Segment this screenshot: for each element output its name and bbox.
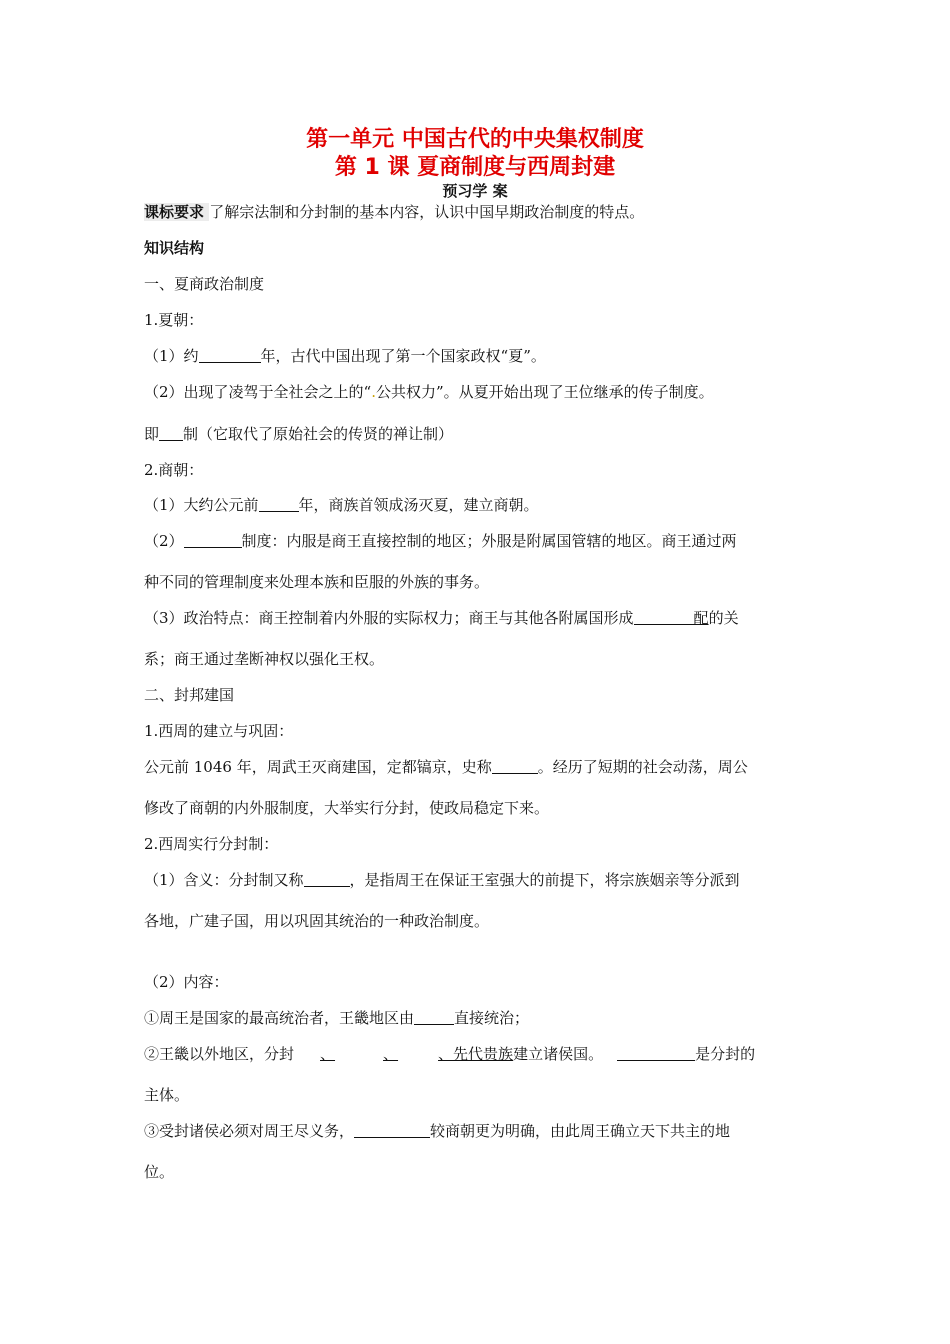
text: 直接统治； [454,1009,530,1027]
shang-line-5: 系；商王通过垄断神权以强化王权。 [144,650,385,668]
content-heading: （2）内容： [144,973,229,991]
text: 制度：内服是商王直接控制的地区；外服是附属国管辖的地区。商王通过两 [241,532,737,550]
content-item-3 [144,1121,814,1141]
text: 、 [320,1045,336,1063]
text: 即 [144,425,160,443]
text: （1）大约公元前 [144,496,259,514]
content-item-2 [144,1044,814,1064]
fengjian-line-2: 各地，广建子国，用以巩固其统治的一种政治制度。 [144,912,490,930]
shang-line-1 [144,495,814,515]
xia-line-1 [144,346,814,366]
shang-line-3: 种不同的管理制度来处理本族和臣服的外族的事务。 [144,573,490,591]
west-heading: 1.西周的建立与巩固： [144,722,294,740]
text: ①周王是国家的最高统治者，王畿地区由 [144,1009,415,1027]
text: ③受封诸侯必须对周王尽义务， [144,1122,355,1140]
shang-heading: 2.商朝： [144,461,204,479]
xia-line-3 [144,424,814,444]
text: 年，商族首领成汤灭夏，建立商朝。 [298,496,539,514]
text: ，是指周王在保证王室强大的前提下，将宗族姻亲等分派到 [349,871,740,889]
worksheet-subtitle: 预习学 案 [442,182,508,200]
fill-blank[interactable] [414,1009,454,1025]
shang-line-2 [144,531,814,551]
fengjian-line-1 [144,870,814,890]
text: （3）政治特点：商王控制着内外服的实际权力；商王与其他各附属国形成 [144,609,634,627]
fengjian-heading: 2.西周实行分封制： [144,835,279,853]
text: 配 [693,609,709,627]
section1-heading: 一、夏商政治制度 [144,275,265,293]
text: 建立诸侯国。 [513,1045,604,1063]
text: （2）出现了凌驾于全社会之上的“ [144,383,372,401]
text: 制（它取代了原始社会的传贤的禅让制） [183,425,454,443]
unit-title: 第一单元 中国古代的中央集权制度 [306,127,644,152]
west-line-1 [144,757,814,777]
fill-blank[interactable] [634,609,694,625]
text: 公共权力”。从夏开始出现了王位继承的传子制度。 [376,383,714,401]
text: （1）约 [144,347,199,365]
text: （2） [144,532,184,550]
fill-blank[interactable] [159,425,183,441]
text: 年，古代中国出现了第一个国家政权“夏”。 [260,347,546,365]
text: 、先代贵族 [438,1045,514,1063]
section2-heading: 二、封邦建国 [144,686,235,704]
text: （1）含义：分封制又称 [144,871,304,889]
requirement-line [144,202,814,222]
west-line-2: 修改了商朝的内外服制度，大举实行分封，使政局稳定下来。 [144,799,550,817]
content-item-1 [144,1008,814,1028]
fill-blank[interactable] [259,496,299,512]
content-item-2-cont: 主体。 [144,1086,190,1104]
text: 、 [383,1045,399,1063]
requirement-label: 课标要求 [144,203,210,221]
text: 。经历了短期的社会动荡，周公 [537,758,748,776]
text: ②王畿以外地区，分封 [144,1045,295,1063]
shang-line-4 [144,608,814,628]
fill-blank[interactable] [354,1122,430,1138]
fill-blank[interactable] [492,758,538,774]
fill-blank[interactable] [184,532,242,548]
text: 较商朝更为明确，由此周王确立天下共主的地 [430,1122,731,1140]
underlined-blank-group[interactable] [294,1045,513,1063]
marker-dot: . [371,383,376,401]
lesson-title: 第 1 课 夏商制度与西周封建 [334,155,616,180]
text: 公元前 1046 年，周武王灭商建国，定都镐京，史称 [144,758,492,776]
xia-heading: 1.夏朝： [144,311,204,329]
text: 的关 [708,609,739,627]
requirement-text: 了解宗法制和分封制的基本内容，认识中国早期政治制度的特点。 [209,203,645,221]
knowledge-heading: 知识结构 [144,239,205,257]
fill-blank[interactable] [617,1045,695,1061]
content-item-3-cont: 位。 [144,1163,175,1181]
fill-blank[interactable] [199,347,261,363]
text: 是分封的 [695,1045,756,1063]
xia-line-2 [144,382,814,402]
fill-blank[interactable] [304,871,350,887]
